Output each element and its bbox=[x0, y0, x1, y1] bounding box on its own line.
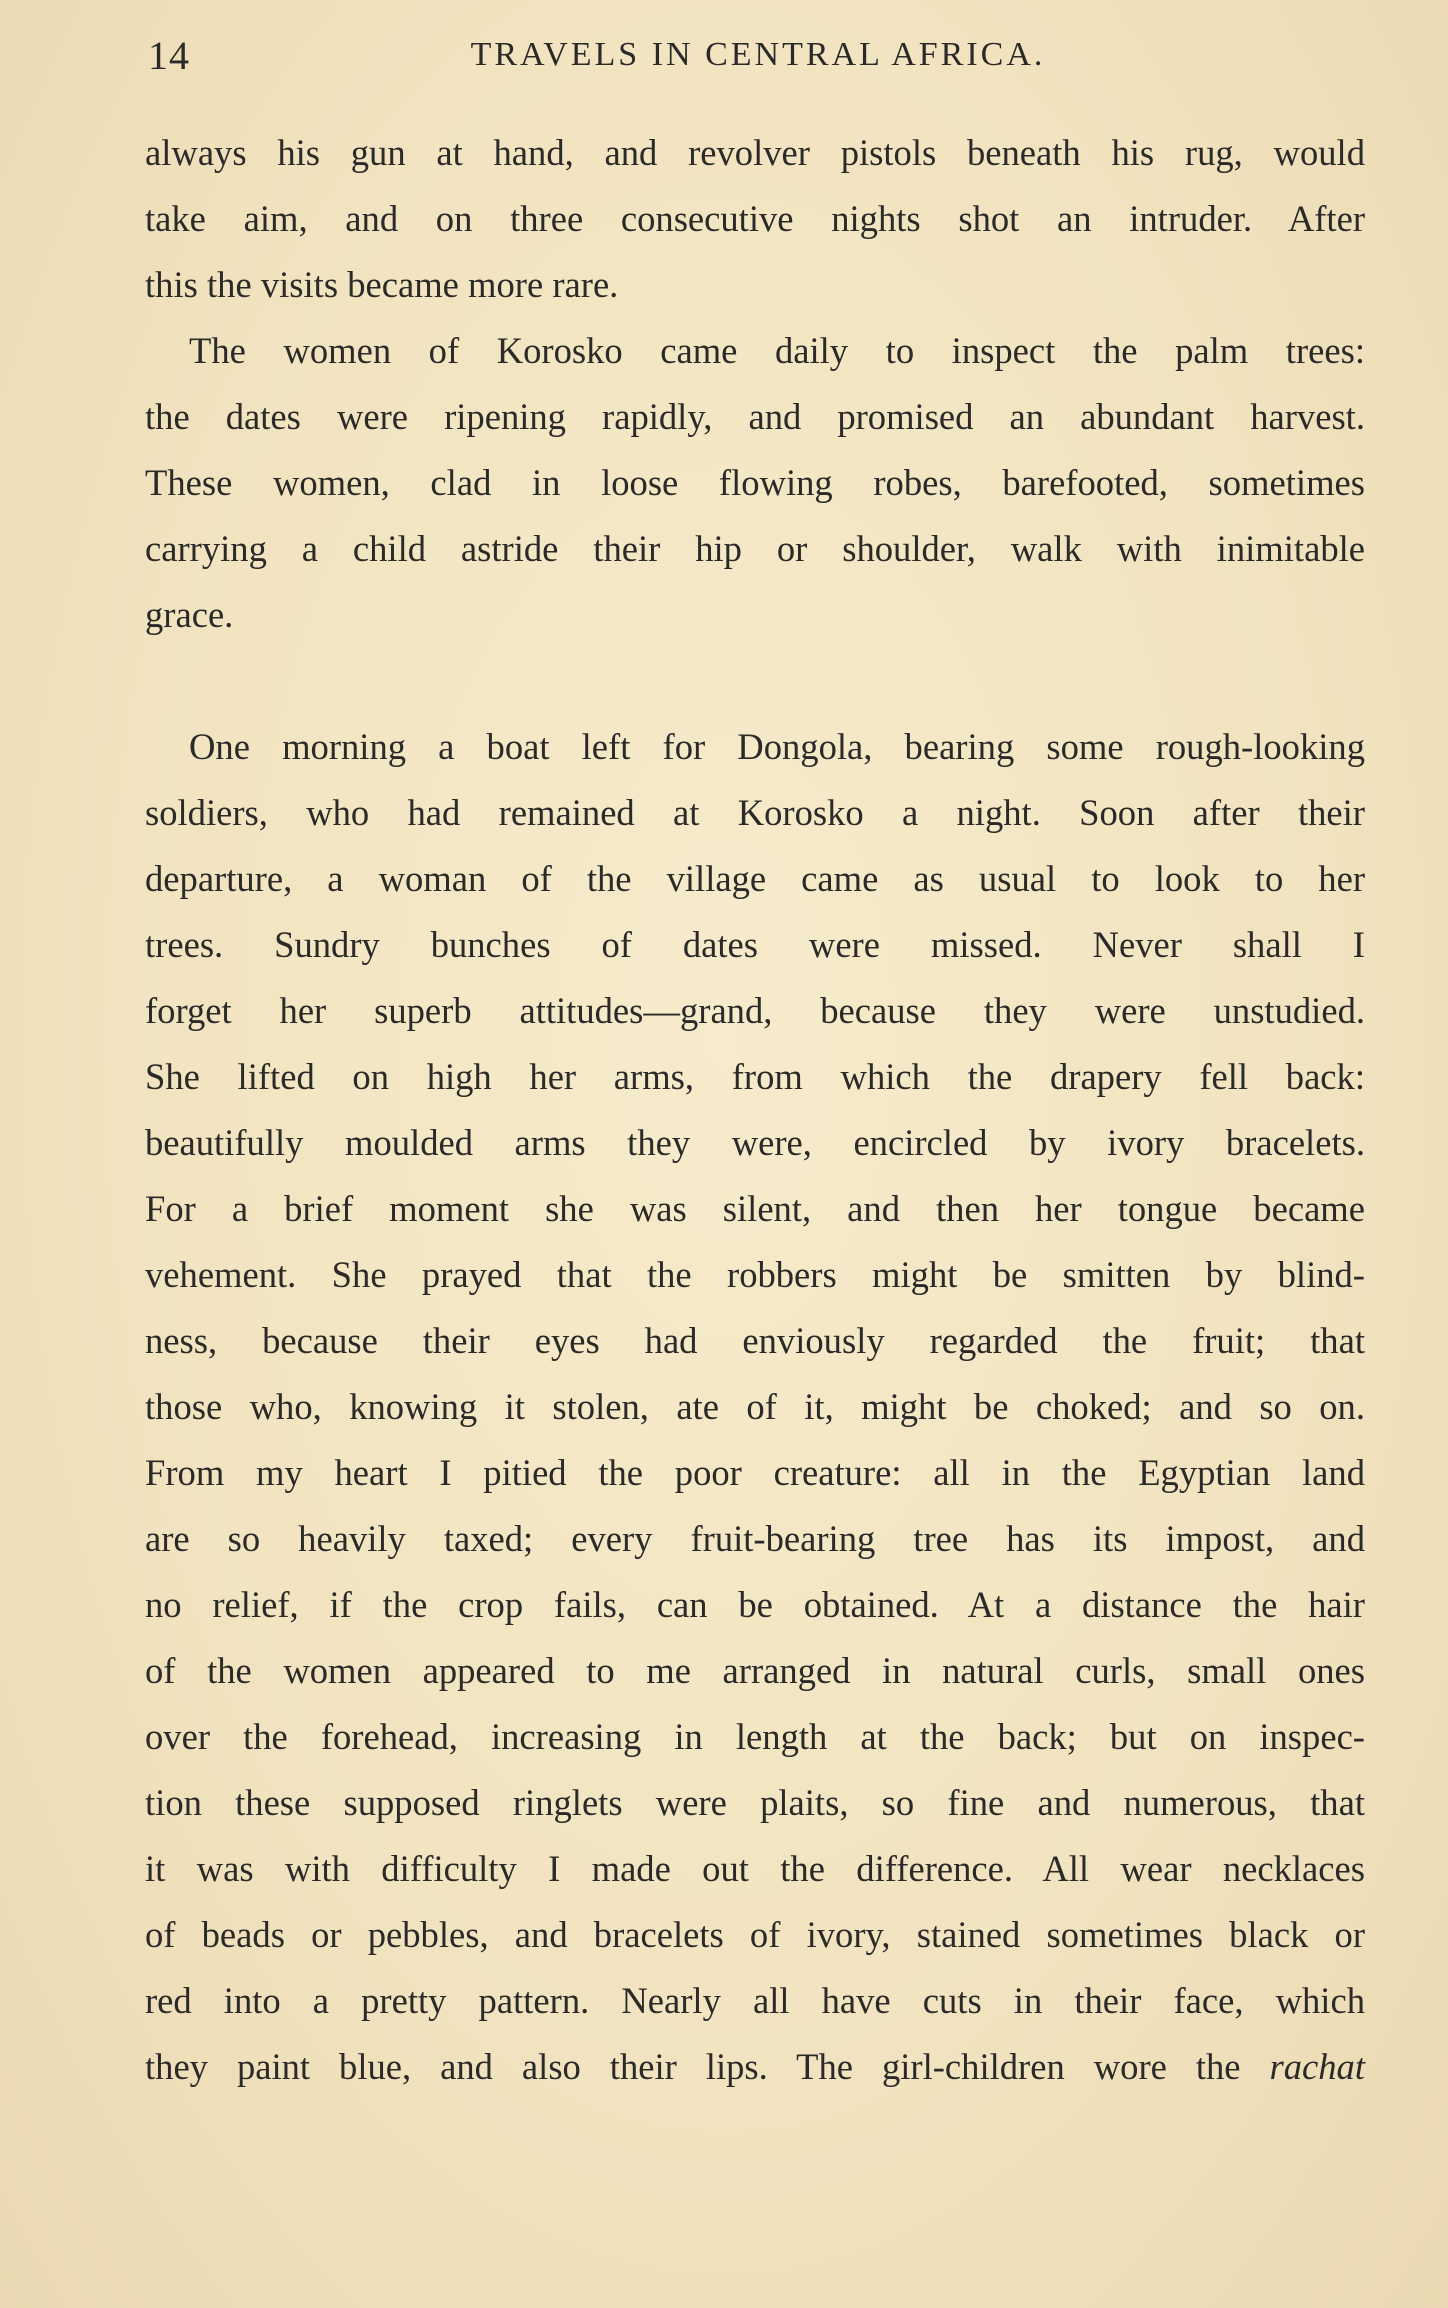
text-line: red into a pretty pattern. Nearly all have cuts in their face, which bbox=[145, 1980, 1365, 2021]
text-line: no relief, if the crop fails, can be obtained. At a distance the hair bbox=[145, 1584, 1365, 1625]
text-line: over the forehead, increasing in length at the back; but on inspec- bbox=[145, 1716, 1365, 1757]
text-line: beautifully moulded arms they were, encircled by ivory bracelets. bbox=[145, 1122, 1365, 1163]
text-line: She lifted on high her arms, from which the drapery fell back: bbox=[145, 1056, 1365, 1097]
text-line: tion these supposed ringlets were plaits, so fine and numerous, that bbox=[145, 1782, 1365, 1823]
text-line: of the women appeared to me arranged in natural curls, small ones bbox=[145, 1650, 1365, 1691]
page-header bbox=[148, 28, 1368, 88]
text-line: The women of Korosko came daily to inspect the palm trees: bbox=[189, 330, 1365, 371]
text-line: vehement. She prayed that the robbers might be smitten by blind- bbox=[145, 1254, 1365, 1295]
text-line: From my heart I pitied the poor creature: all in the Egyptian land bbox=[145, 1452, 1365, 1493]
text-line: forget her superb attitudes—grand, because they were unstudied. bbox=[145, 990, 1365, 1031]
text-line: this the visits became more rare. bbox=[145, 264, 619, 305]
text-line: those who, knowing it stolen, ate of it, might be choked; and so on. bbox=[145, 1386, 1365, 1427]
text-line: These women, clad in loose flowing robes, barefooted, sometimes bbox=[145, 462, 1365, 503]
text-line: soldiers, who had remained at Korosko a night. Soon after their bbox=[145, 792, 1365, 833]
text-line: ness, because their eyes had enviously regarded the fruit; that bbox=[145, 1320, 1365, 1361]
text-line: are so heavily taxed; every fruit-bearing tree has its impost, and bbox=[145, 1518, 1365, 1559]
text-line: carrying a child astride their hip or shoulder, walk with inimitable bbox=[145, 528, 1365, 569]
body-text bbox=[145, 120, 1365, 2100]
text-line-final bbox=[145, 2034, 1365, 2100]
text-line: it was with difficulty I made out the difference. All wear necklaces bbox=[145, 1848, 1365, 1889]
text-line-final-prefix: they paint blue, and also their lips. The girl-children wore the bbox=[145, 2046, 1241, 2087]
text-line: of beads or pebbles, and bracelets of ivory, stained sometimes black or bbox=[145, 1914, 1365, 1955]
text-line: always his gun at hand, and revolver pistols beneath his rug, would bbox=[145, 132, 1365, 173]
text-line: trees. Sundry bunches of dates were missed. Never shall I bbox=[145, 924, 1365, 965]
text-line: grace. bbox=[145, 594, 234, 635]
text-line: the dates were ripening rapidly, and promised an abundant harvest. bbox=[145, 396, 1365, 437]
text-line: take aim, and on three consecutive nights shot an intruder. After bbox=[145, 198, 1365, 239]
text-line: One morning a boat left for Dongola, bearing some rough-looking bbox=[189, 726, 1365, 767]
italic-term: rachat bbox=[1269, 2046, 1365, 2087]
text-line: For a brief moment she was silent, and then her tongue became bbox=[145, 1188, 1365, 1229]
running-head: TRAVELS IN CENTRAL AFRICA. bbox=[470, 36, 1046, 73]
paragraph-gap bbox=[145, 648, 1365, 714]
text-line: departure, a woman of the village came as usual to look to her bbox=[145, 858, 1365, 899]
page-number: 14 bbox=[148, 33, 190, 78]
